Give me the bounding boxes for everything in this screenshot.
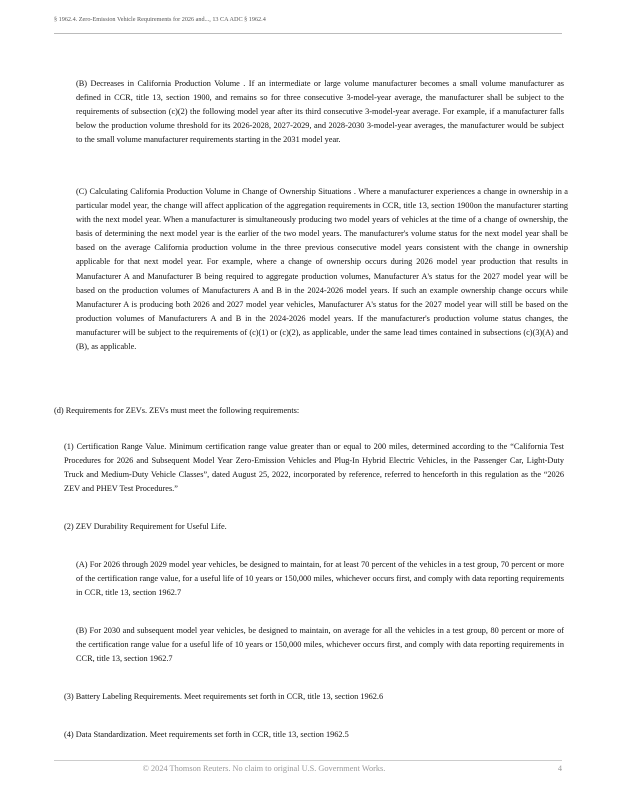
paragraph-data-standardization: (4) Data Standardization. Meet requirements set forth in CCR, title 13, section 1962.5 bbox=[64, 730, 349, 739]
paragraph-durability-heading: (2) ZEV Durability Requirement for Useful Life. bbox=[64, 522, 227, 531]
paragraph-certification-range: (1) Certification Range Value. Minimum certification range value greater than or equal to 200 miles, determined according to the “California Test Procedures for 2026 and Subsequent Model Year Zero-Emission Vehicles and Plug-In Hybrid Electric Vehicles, in the Passenger Car, Light-Duty Truck and Medium-Duty Vehicle Classes”, dated August 25, 2022, incorporated by reference, referred to henceforth in this regulation as the “2026 ZEV and PHEV Test Procedures.” bbox=[64, 442, 564, 494]
header-divider bbox=[54, 33, 562, 34]
page-number: 4 bbox=[557, 764, 562, 773]
paragraph-durability-2030: (B) For 2030 and subsequent model year vehicles, be designed to maintain, on average for all the vehicles in a test group, 80 percent or more of the certification range value for a useful life of 10 years or 150,000 miles, whichever occurs first, and comply with data reporting requirements in CCR, title 13, section 1962.7 bbox=[76, 626, 564, 664]
paragraph-production-volume-decrease: (B) Decreases in California Production Volume . If an intermediate or large volume manufacturer becomes a small volume manufacturer as defined in CCR, title 13, section 1900, and remains so for three consecutive 3-model-year average, the manufacturer shall be subject to the requirements of subsection (c)(2) the following model year after its third consecutive 3-model-year average. For example, if a manufacturer falls below the production volume threshold for its 2026-2028, 2027-2029, and 2028-2030 3-model-year averages, the manufacturer would be subject to the small volume manufacturer requirements starting in the 2031 model year. bbox=[76, 79, 564, 145]
section-d-heading: (d) Requirements for ZEVs. ZEVs must meet the following requirements: bbox=[54, 406, 300, 415]
paragraph-change-of-ownership: (C) Calculating California Production Volume in Change of Ownership Situations . Where a manufacturer experiences a change in ownership in a particular model year, the change will affect application of the aggregation requirements in CCR, title 13, section 1900on the manufacturer starting with the next model year. When a manufacturer is simultaneously producing two model years of vehicles at the time of a change of ownership, the basis of determining the next model year is the earlier of the two model years. The manufacturer's volume status for the next model year shall be based on the average California production volume in the three previous consecutive model years consistent with the change in ownership applicable for that next model year. For example, where a change of ownership occurs during 2026 model year production that results in Manufacturer A and Manufacturer B being required to aggregate production volumes, Manufacturer A's status for the 2027 model year will be based on the production volumes of Manufacturers A and B in the 2024-2026 model years. If such an example ownership change occurs while Manufacturer A is producing both 2026 and 2027 model year vehicles, Manufacturer A's status for the 2027 model year will still be based on the production volumes of Manufacturers A and B in the 2024-2026 model years. If the manufacturer's production volume status changes, the manufacturer will be subject to the requirements of (c)(1) or (c)(2), as applicable, under the same lead times contained in subsections (c)(3)(A) and (B), as applicable. bbox=[76, 187, 568, 352]
footer-divider bbox=[54, 760, 562, 761]
copyright-notice: © 2024 Thomson Reuters. No claim to original U.S. Government Works. bbox=[142, 764, 386, 773]
paragraph-battery-labeling: (3) Battery Labeling Requirements. Meet requirements set forth in CCR, title 13, section 1962.6 bbox=[64, 692, 384, 701]
running-header: § 1962.4. Zero-Emission Vehicle Requirements for 2026 and..., 13 CA ADC § 1962.4 bbox=[54, 16, 266, 23]
paragraph-durability-2026-2029: (A) For 2026 through 2029 model year vehicles, be designed to maintain, for at least 70 percent of the vehicles in a test group, 70 percent or more of the certification range value, for a useful life of 10 years or 150,000 miles, whichever occurs first, and comply with data reporting requirements in CCR, title 13, section 1962.7 bbox=[76, 560, 564, 598]
